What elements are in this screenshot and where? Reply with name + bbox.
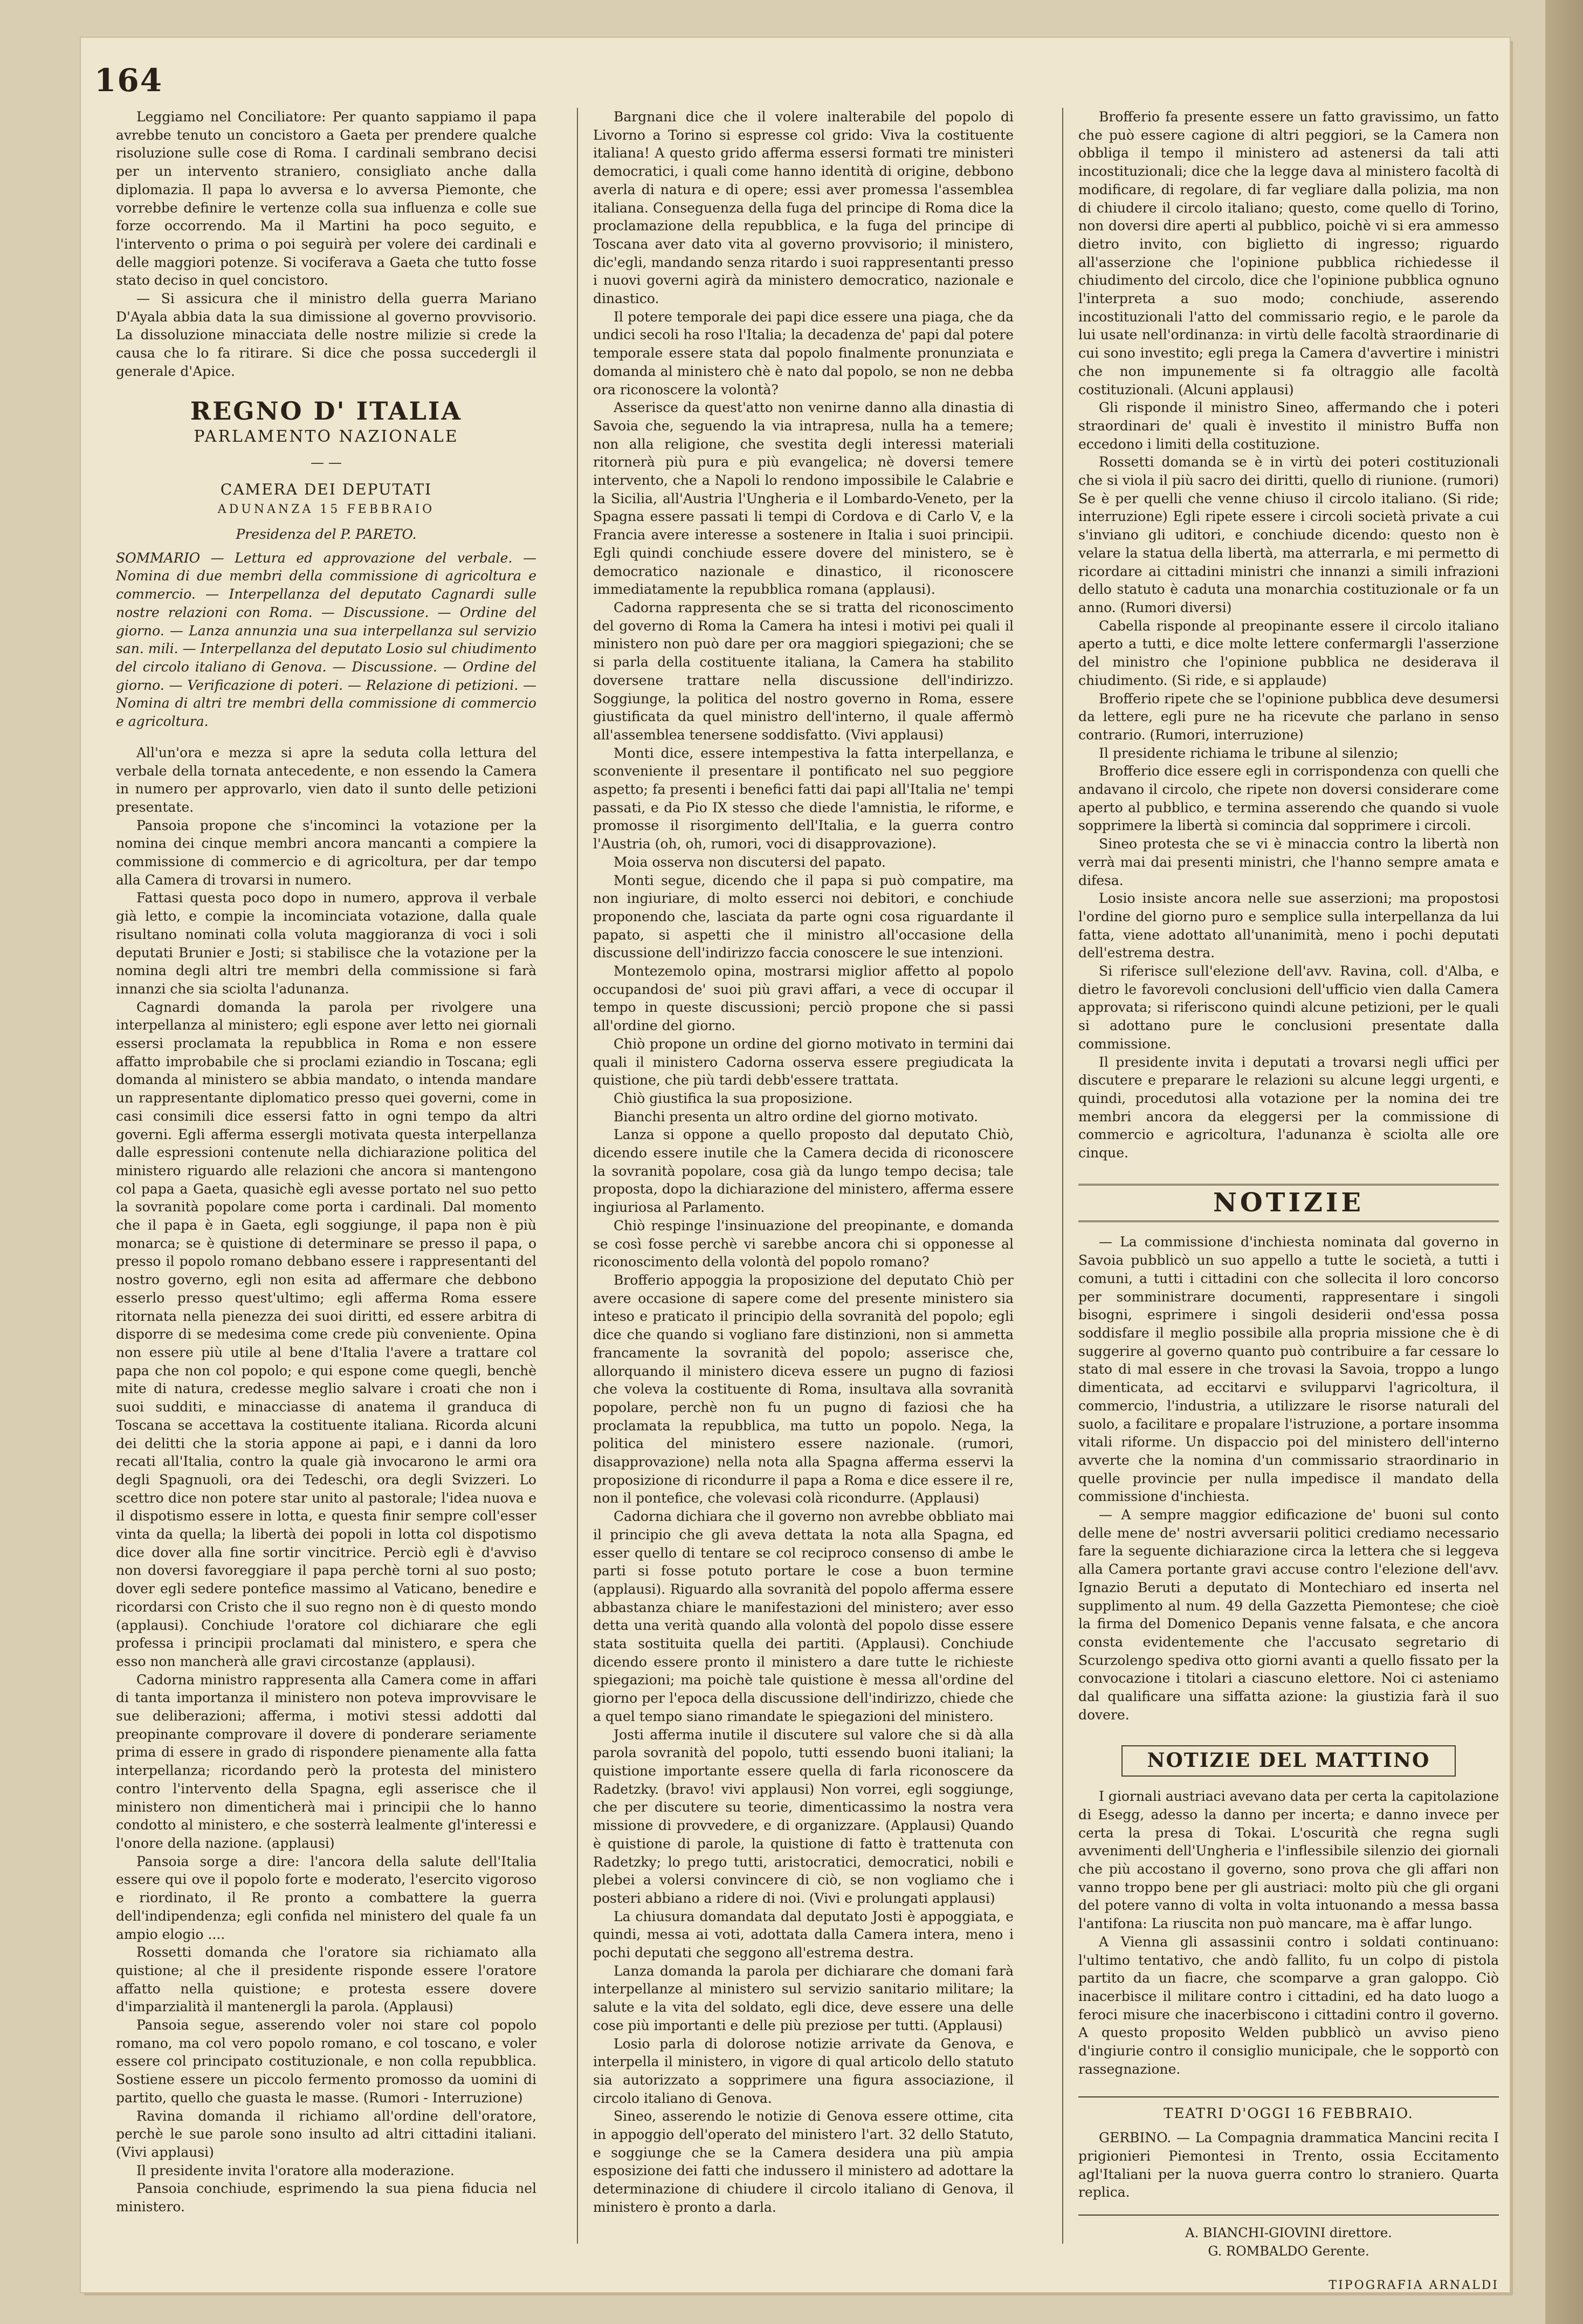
paragraph: Rossetti domanda che l'oratore sia richiamato alla quistione; al che il presidente risponde essere l'oratore affatto nella quistione; e protesta essere dovere d'imparzialità il mantenergli la parola. (Applausi) <box>116 1944 536 2015</box>
paragraph: La chiusura domandata dal deputato Josti è appoggiata, e quindi, messa ai voti, adottata dalla Camera intera, meno i pochi deputati che seggono all'estrema destra. <box>593 1908 1014 1961</box>
paragraph: Lanza si oppone a quello proposto dal deputato Chiò, dicendo essere inutile che la Camera decida di riconoscere la sovranità popolare, cosa già da lungo tempo decisa; tale proposta, dopo la dichiarazione del ministero, afferma essere ingiuriosa al Parlamento. <box>593 1127 1014 1216</box>
paragraph: Brofferio appoggia la proposizione del deputato Chiò per avere occasione di sapere come del presente ministero sia inteso e praticato il principio della sovranità del popolo; egli dice che quando si vogliano fare distinzioni, non si ammetta francamente la sovranità del popolo; asserisce che, allorquando il ministero diceva essere un pugno di faziosi che voleva la costituente di Roma, insultava alla sovranità popolare, perchè non fu un pugno di faziosi che ha proclamata la repubblica, ma tutto un popolo. Nega, la politica del ministero essere nazionale. (rumori, disapprovazione) nella nota alla Spagna afferma esservi la proposizione di ricondurre il papa a Roma e dice essere il re, non il pontefice, che volevasi colà ricondurre. (Applausi) <box>593 1272 1014 1506</box>
paragraph: Si riferisce sull'elezione dell'avv. Ravina, coll. d'Alba, e dietro le favorevoli conclusioni dell'ufficio vien dalla Camera approvata; si riferiscono quindi alcune petizioni, per le quali si adottano pure le conclusioni presentate dalla commissione. <box>1078 963 1499 1052</box>
paragraph: Asserisce da quest'atto non venirne danno alla dinastia di Savoia che, seguendo la via intrapresa, nulla ha a temere; non alla religione, che svestita degli interessi materiali ritornerà più pura e più evangelica; nè doversi temere intervento, che a Napoli lo rendono impossibile le Calabrie e la Sicilia, all'Austria l'Ungheria e il Lombardo-Veneto, per la Spagna essere passati li tempi di Cordova e di Carlo V, e la Francia avere interesse a sostenere in Italia i suoi principii. Egli quindi conchiude essere dovere del ministero, se è democratico nazionale e dinastico, il riconoscere immediatamente la repubblica romana (applausi). <box>593 400 1014 598</box>
column-1 <box>116 108 536 2227</box>
news-heading: NOTIZIE <box>1078 1184 1499 1223</box>
paragraph: Il presidente invita l'oratore alla moderazione. <box>136 2162 455 2178</box>
summary: SOMMARIO — Lettura ed approvazione del verbale. — Nomina di due membri della commissione di agricoltura e commercio. — Interpellanza del deputato Cagnardi sulle nostre relazioni con Roma. — Discussione. — Ordine del giorno. — Lanza annunzia una sua interpellanza sul servizio san. mili. — Interpellanza del deputato Losio sul chiudimento del circolo italiano di Genova. — Discussione. — Ordine del giorno. — Verificazione di poteri. — Relazione di petizioni. — Nomina di altri tre membri della commissione di commercio e agricoltura. <box>116 550 536 730</box>
presidency-line: Presidenza del P. PARETO. <box>236 526 417 543</box>
section-title: REGNO D' ITALIA <box>190 396 463 426</box>
paragraph: Monti segue, dicendo che il papa si può compatire, ma non ingiuriare, di molto esserci noi debitori, e conchiude proponendo che, lasciata da parte ogni cosa riguardante il papato, si aspetti che il ministro all'occasione della discussione dell'indirizzo faccia conoscere le sue intenzioni. <box>593 872 1014 961</box>
paragraph: Pansoia segue, asserendo voler noi stare col popolo romano, ma col vero popolo romano, e col toscano, e voler essere col principato costituzionale, e non colla repubblica. Sostiene essere un piccolo fermento promosso da uomini di partito, quello che guasta le masse. (Rumori - Interruzione) <box>116 2017 536 2106</box>
paragraph: Pansoia propone che s'incominci la votazione per la nomina dei cinque membri ancora mancanti a compiere la commissione di commercio e di agricoltura, per dar tempo alla Camera di trovarsi in numero. <box>116 817 536 888</box>
paragraph: Cadorna ministro rappresenta alla Camera come in affari di tanta importanza il ministero non poteva improvvisare le sue deliberazioni; afferma, i motivi stessi addotti dal preopinante comprovare il dovere di ponderare seriamente prima di essere in grado di rispondere pienamente alla fatta interpellanza; ricordando però la protesta del ministero contro l'intervento della Spagna, egli asserisce che il ministero non dimenticherà mai i principii che lo hanno condotto al ministero, e che sosterrà lealmente gl'interessi e l'onore della nazione. (applausi) <box>116 1671 536 1851</box>
paragraph: Montezemolo opina, mostrarsi miglior affetto al popolo occupandosi de' suoi più gravi affari, a vece di occupar il tempo in queste discussioni; perciò propone che si passi all'ordine del giorno. <box>593 963 1014 1034</box>
paragraph: Losio insiste ancora nelle sue asserzioni; ma propostosi l'ordine del giorno puro e semplice sulla interpellanza da lui fatta, viene adottato all'unanimità, meno i pochi deputati dell'estrema destra. <box>1078 890 1499 961</box>
news-item: A Vienna gli assassinii contro i soldati continuano: l'ultimo tentativo, che andò fallito, fu un colpo di pistola partito da un fiacre, che scomparve a gran galoppo. Ciò inacerbisce il militare contro i cittadini, ed ha dato luogo a feroci misure che inacerbiscono i cittadini contro il governo. A questo proposito Welden pubblicò un avviso pieno d'ingiurie contro il consiglio municipale, che le sopportò con rassegnazione. <box>1078 1934 1499 2077</box>
page-number: 164 <box>94 62 163 99</box>
paragraph: Bianchi presenta un altro ordine del giorno motivato. <box>614 1108 978 1125</box>
paragraph: Rossetti domanda se è in virtù dei poteri costituzionali che si viola il più sacro dei diritti, quello di riunione. (rumori) Se è per quelli che venne chiuso il circolo italiano. (Si ride; interruzione) Egli ripete essere i circoli società private a cui s'inviano gli uditori, e conchiude dicendo: questo non è velare la statua della libertà, ma atterrarla, e mi permetto di ricordare ai cittadini ministri che innanzi a simili infrazioni dello statuto è caduta una monarchia costituzionale or fa un anno. (Rumori diversi) <box>1078 454 1499 615</box>
paragraph: Sineo protesta che se vi è minaccia contro la libertà non verrà mai dai presenti ministri, che l'hanno sempre amata e difesa. <box>1078 836 1499 888</box>
paragraph: All'un'ora e mezza si apre la seduta colla lettura del verbale della tornata antecedente, e non essendo la Camera in numero per approvarlo, vien dato il sunto delle petizioni presentate. <box>116 744 536 815</box>
paragraph: Fattasi questa poco dopo in numero, approva il verbale già letto, e compie la incominciata votazione, dalla quale risultano nominati colla voluta maggioranza di voci i soli deputati Brunier e Josti; si stabilisce che la votazione per la nomina degli altri tre membri della commissione si farà innanzi che sia sciolta l'adunanza. <box>116 890 536 997</box>
news-item: — A sempre maggior edificazione de' buoni sul conto delle mene de' nostri avversarii politici crediamo necessario fare la seguente dichiarazione circa la lettera che si leggeva alla Camera portante gravi accuse contro l'elezione dell'avv. Ignazio Beruti a deputato di Montechiaro ed inserta nel supplimento al num. 49 della Gazzetta Piemontese; che cioè la firma del Domenico Depanis venne falsata, e che ancora consta evidentemente che l'accusato segretario di Scurzolengo spediva otto giorni avanti a quello fissato per la convocazione i titolari a ciascuno elettore. Noi ci asteniamo dal qualificare una siffatta azione: la giustizia farà il suo dovere. <box>1078 1507 1499 1723</box>
morning-news-heading: NOTIZIE DEL MATTINO <box>1121 1745 1456 1777</box>
paragraph: Il presidente richiama le tribune al silenzio; <box>1099 745 1399 761</box>
paragraph: Cabella risponde al preopinante essere il circolo italiano aperto a tutti, e dice molte lettere confermargli l'asserzione del ministro che l'opinione pubblica ne desiderava il chiudimento. (Si ride, e si applaude) <box>1078 618 1499 688</box>
news-item: I giornali austriaci avevano data per certa la capitolazione di Esegg, adesso la danno per incerta; e danno invece per certa la presa di Tokai. L'oscurità che regna sugli avvenimenti dell'Ungheria e l'inflessibile silenzio dei giornali che più accostano il governo, sono prova che gli affari non vanno troppo bene per gli austriaci: molto più che gli organi del potere vanno di volta in volta intuonando a messa bassa l'antifona: La riuscita non può mancare, ma è affar lungo. <box>1078 1788 1499 1932</box>
column-3 <box>1078 108 1499 2293</box>
director-signature: A. BIANCHI-GIOVINI direttore. <box>1185 2225 1392 2240</box>
column-rule <box>1062 108 1063 2244</box>
printer-imprint: TIPOGRAFIA ARNALDI <box>1329 2279 1499 2293</box>
paragraph: Monti dice, essere intempestiva la fatta interpellanza, e sconveniente il presentare il pontificato nel suo peggiore aspetto; fa presenti i benefici fatti dai papi all'Italia ne' tempi passati, e da Pio IX stesso che diede l'amnistia, le riforme, e promosse il risorgimento dell'Italia, e la guerra contro l'Austria (oh, oh, rumori, voci di disapprovazione). <box>593 745 1014 852</box>
manager-signature: G. ROMBALDO Gerente. <box>1208 2243 1369 2259</box>
paragraph: Chiò giustifica la sua proposizione. <box>614 1090 853 1106</box>
paragraph: Cagnardi domanda la parola per rivolgere una interpellanza al ministero; egli espone aver letto nei giornali essersi proclamata la repubblica in Roma e non essere affatto improbabile che si proclami eziandio in Toscana; egli domanda al ministero se abbia mandato, o intenda mandare un rappresentante diplomatico presso quei governi, come in casi consimili dice essersi fatto in ogni tempo da altri governi. Egli afferma essergli motivata questa interpellanza dalle espressioni contenute nella dichiarazione politica del ministero riguardo alle relazioni che ancora si mantengono col papa a Gaeta, quasichè egli avesse portato nel suo petto la sovranità popolare come porta i cardinali. Dal momento che il papa è in Gaeta, egli soggiunge, il papa non è più monarca; se è quistione di determinare se presso il papa, o presso il popolo romano debbano essere i rappresentanti del nostro governo, egli non esita ad affermare che debbono esserlo presso quest'ultimo; egli afferma Roma essere ritornata nella pienezza dei suoi diritti, ed essere arbitra di disporre di se medesima come crede più conveniente. Opina non essere più utile al bene d'Italia l'avere a trattare col papa che non col popolo; e qui espone come quegli, benchè mite di natura, credesse meglio salvare i croati che non i suoi sudditi, e minacciasse di anatema il granduca di Toscana se accettava la costituente italiana. Ricorda alcuni dei delitti che la storia appone ai papi, e i danni da loro recati all'Italia, contro la quale già invocarono le armi ora degli Spagnuoli, ora dei Tedeschi, ora degli Svizzeri. Lo scettro dice non potere star unito al pastorale; l'idea nuova e il dispotismo essere in lotta, e questa finir sempre coll'esser vinta da quella; la libertà dei popoli in lotta col dispotismo dice dover alla fine sortir vincitrice. Perciò egli è d'avviso non doversi favoreggiare il papa perchè torni al suo posto; dover egli sedere pontefice massimo al Vaticano, benedire e ricordarsi con Cristo che il suo regno non è di questo mondo (applausi). Conchiude l'oratore col dichiarare che egli professa i principii proclamati dal ministero, e spera che esso non mancherà alle gravi circostanze (applausi). <box>116 999 536 1669</box>
paragraph: Bargnani dice che il volere inalterabile del popolo di Livorno a Torino si espresse col grido: Viva la costituente italiana! A questo grido afferma essersi formati tre ministeri democratici, i quali come hanno identità di origine, debbono averla di natura e di opere; essi aver promessa l'assemblea italiana. Conseguenza della fuga del principe di Roma dice la proclamazione della repubblica, e la fuga del principe di Toscana aver dato vita al governo provvisorio; il ministero, dic'egli, mandando senza ritardo i suoi rappresentanti presso i nuovi governi agirà da ministero democratico, nazionale e dinastico. <box>593 109 1014 307</box>
paragraph: Il presidente invita i deputati a trovarsi negli uffici per discutere e preparare le relazioni su alcune leggi urgenti, e quindi, procedutosi alla votazione per la nomina dei tre membri ancora da eleggersi per la commissione di commercio e agricoltura, l'adunanza è sciolta alle ore cinque. <box>1078 1054 1499 1161</box>
sitting-heading: ADUNANZA 15 FEBBRAIO <box>217 503 435 517</box>
column-rule <box>577 108 578 2244</box>
paragraph: Pansoia conchiude, esprimendo la sua piena fiducia nel ministero. <box>116 2181 536 2215</box>
column-2 <box>593 108 1014 2227</box>
paragraph: Chiò respinge l'insinuazione del preopinante, e domanda se così fosse perchè vi sarebbe ancora chi si opponesse al riconoscimento della volontà del popolo romano? <box>593 1217 1014 1270</box>
paragraph: Cadorna dichiara che il governo non avrebbe obbliato mai il principio che gli aveva dettata la nota alla Spagna, ed esser quello di tentare se col reciproco consenso di ambe le parti si fosse potuto portare le cose a buon termine (applausi). Riguardo alla sovranità del popolo afferma essere abbastanza chiare le manifestazioni del ministero; aver esso detta una verità quando alla volontà del popolo disse essere stata sostituita quella dei partiti. (Applausi). Conchiude dicendo essere pronto il ministero a dare tutte le richieste spiegazioni; ma poichè tale quistione è messa all'ordine del giorno per l'epoca della discussione dell'indirizzo, chiede che a quel tempo siano rimandate le spiegazioni del ministero. <box>593 1509 1014 1724</box>
paragraph: Brofferio ripete che se l'opinione pubblica deve desumersi da lettere, egli pure ne ha ricevute che parlano in senso contrario. (Rumori, interruzione) <box>1078 690 1499 743</box>
paragraph: Josti afferma inutile il discutere sul valore che si dà alla parola sovranità del popolo, tutti essendo buoni italiani; la quistione importante essere quella di farla riconoscere da Radetzky. (bravo! vivi applausi) Non vorrei, egli soggiunge, che per discutere su teorie, dimenticassimo la nostra vera missione di provvedere, e di organizzare. (Applausi) Quando è quistione di parole, la quistione di fatto è trattenuta con Radetzky; lo prego tutti, aristocratici, democratici, nobili e plebei a volersi convincere di ciò, se non vogliamo che i posteri abbiano a ridere di noi. (Vivi e prolungati applausi) <box>593 1726 1014 1906</box>
parliament-heading: PARLAMENTO NAZIONALE <box>194 427 459 447</box>
paragraph: Il potere temporale dei papi dice essere una piaga, che da undici secoli ha roso l'Italia; la decadenza de' papi dal potere temporale essere stata dal popolo finalmente pronunziata e domanda al ministero chè è nato dal popolo, se non ne debba ora riconoscere la volontà? <box>593 309 1014 397</box>
signatures <box>1078 2215 1499 2260</box>
paragraph: Leggiamo nel Conciliatore: Per quanto sappiamo il papa avrebbe tenuto un concistoro a Gaeta per prendere qualche risoluzione sulle cose di Roma. I cardinali sembrano decisi per un intervento straniero, consigliato anche dalla diplomazia. Il papa lo avversa e lo avversa Piemonte, che vorrebbe definire le vertenze colla sua influenza e colle sue forze occorrendo. Ma il Martini ha poco seguito, e l'intervento o prima o poi seguirà per volere dei cardinali e delle maggiori potenze. Si vociferava a Gaeta che tutto fosse stato deciso in quel concistoro. <box>116 109 536 289</box>
chamber-heading: CAMERA DEI DEPUTATI <box>220 480 432 498</box>
paragraph: Gli risponde il ministro Sineo, affermando che i poteri straordinari de' quali è investito il ministro Buffa non eccedono i limiti della costituzione. <box>1078 400 1499 452</box>
paragraph: Brofferio fa presente essere un fatto gravissimo, un fatto che può essere cagione di altri peggiori, se la Camera non obbliga il tempo il ministero ad astenersi da tali atti incostituzionali; dice che la legge dava al ministero facoltà di modificare, di regolare, di far vegliare dalla polizia, ma non di chiudere il circolo italiano; questo, come quello di Torino, non doversi dire aperti al pubblico, poichè vi si era ammesso dietro invito, con biglietto di ingresso; riguardo all'asserzione che l'opinione pubblica richiedesse il chiudimento del circolo, dice che l'opinione pubblica ognuno l'interpreta a suo modo; conchiude, asserendo incostituzionali l'atto del commissario regio, e le parole da lui usate nell'ordinanza: in virtù delle facoltà straordinarie di cui sono investito; egli prega la Camera d'avvertire i ministri che non impunemente si fa oltraggio alle facoltà costituzionali. (Alcuni applausi) <box>1078 109 1499 397</box>
paragraph: Cadorna rappresenta che se si tratta del riconoscimento del governo di Roma la Camera ha intesi i motivi pei quali il ministero non può dare per ora maggiori spiegazioni; che se si parla della costituente italiana, la Camera ha stabilito doversene trattare nella discussione dell'indirizzo. Soggiunge, la politica del nostro governo in Roma, essere giustificata da quel ministro dell'interno, il quale affermò all'assemblea tenersene soddisfatto. (Vivi applausi) <box>593 599 1014 743</box>
theatre-listing: GERBINO. — La Compagnia drammatica Mancini recita I prigionieri Piemontesi in Trento, ossia Eccitamento agl'Italiani per la nuova guerra contro lo straniero. Quarta replica. <box>1078 2130 1499 2200</box>
adjacent-page-edge <box>1545 0 1583 2324</box>
theatre-heading: TEATRI D'OGGI 16 FEBBRAIO. <box>1078 2096 1499 2123</box>
paragraph: Sineo, asserendo le notizie di Genova essere ottime, cita in appoggio dell'operato del ministero l'art. 32 dello Statuto, e soggiunge che se la Camera desidera una più ampia esposizione dei fatti che indussero il ministero ad adottare la determinazione di chiudere il circolo italiano di Genova, il ministero è pronto a darla. <box>593 2108 1014 2215</box>
news-item: — La commissione d'inchiesta nominata dal governo in Savoia pubblicò un suo appello a tutte le società, a tutti i comuni, a tutti i cittadini con che sollecita il loro concorso per somministrare documenti, rappresentare i singoli bisogni, esprimere i singoli desiderii ond'essa possa soddisfare il meglio possibile alla propria missione che è di suggerire al governo quanto può contribuire a far cessare lo stato di mal essere in che trovasi la Savoia, troppo a lungo dimenticata, ad eccitarvi e svilupparvi l'agricoltura, il commercio, l'industria, a utilizzare le risorse naturali del suolo, a facilitare e propalare l'istruzione, a portare insomma vitali riforme. Un dispaccio poi del ministero dell'interno avverte che la nomina d'un commissario straordinario in quelle provincie per nulla impedisce il mandato della commissione d'inchiesta. <box>1078 1234 1499 1505</box>
paragraph: Losio parla di dolorose notizie arrivate da Genova, e interpella il ministero, in vigore di qual articolo dello statuto sia autorizzato a sopprimere una figura associazione, il circolo italiano di Genova. <box>593 2035 1014 2106</box>
divider: — — <box>311 454 342 470</box>
paragraph: Pansoia sorge a dire: l'ancora della salute dell'Italia essere qui ove il popolo forte e moderato, l'esercito vigoroso e riordinato, il Re pronto a combattere la guerra dell'indipendenza; egli confida nel ministero del quale fa un ampio elogio .... <box>116 1853 536 1942</box>
paragraph: Brofferio dice essere egli in corrispondenza con quelli che andavano il circolo, che ripete non doversi considerare come aperto al pubblico, e termina asserendo che quando si vuole sopprimere la libertà si comincia dal sopprimere i circoli. <box>1078 763 1499 834</box>
paragraph: Lanza domanda la parola per dichiarare che domani farà interpellanze al ministero sul servizio sanitario militare; la salute e la vita del soldato, egli dice, deve essere una delle cose più importanti e delle più preziose per tutti. (Applausi) <box>593 1963 1014 2033</box>
paragraph: Chiò propone un ordine del giorno motivato in termini dai quali il ministero Cadorna osserva essere pregiudicata la quistione, che più tardi debb'essere trattata. <box>593 1036 1014 1088</box>
paragraph: Moia osserva non discutersi del papato. <box>614 854 886 870</box>
paragraph: Ravina domanda il richiamo all'ordine dell'oratore, perchè le sue parole sono insulto ad altri cittadini italiani. (Vivi applausi) <box>116 2108 536 2160</box>
paragraph: — Si assicura che il ministro della guerra Mariano D'Ayala abbia data la sua dimissione al governo provvisorio. La dissoluzione minacciata delle nostre milizie si crede la causa che lo fa ritirare. Si dice che possa succedergli il generale d'Apice. <box>116 291 536 379</box>
